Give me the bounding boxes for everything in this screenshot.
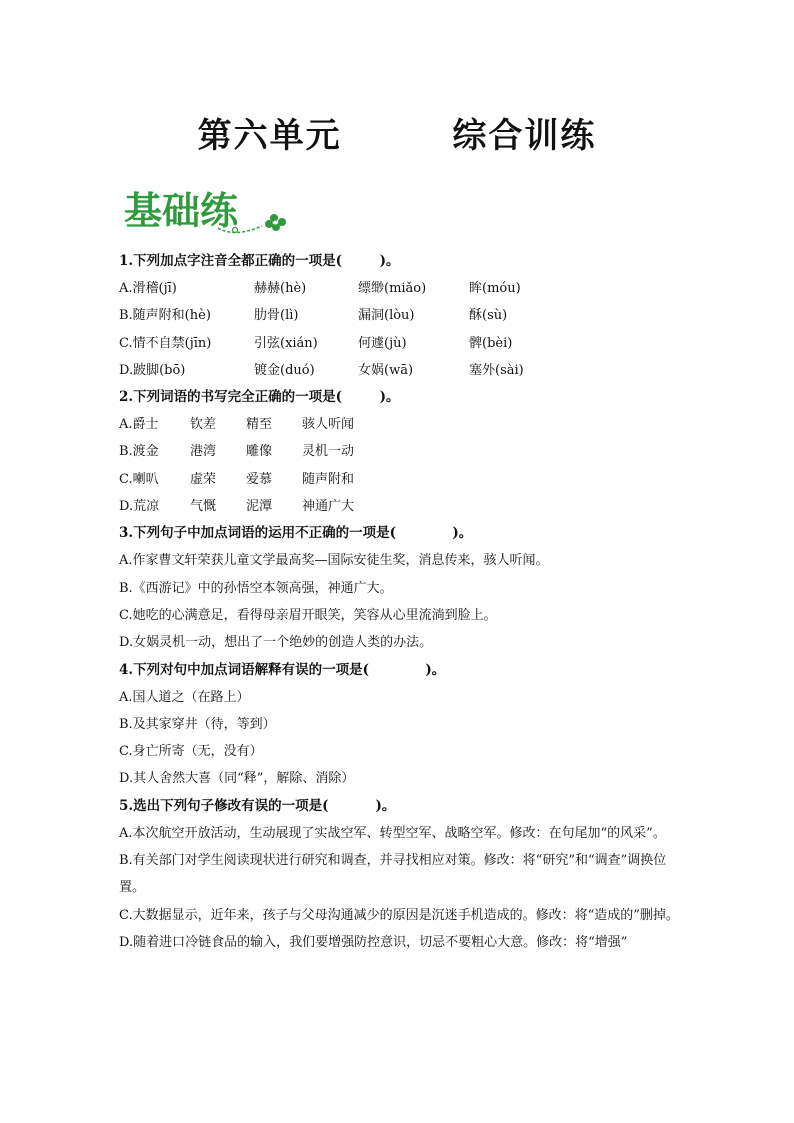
question-5-option-d: D.随着进口冷链食品的输入，我们要增强防控意识，切忌不要粗心大意。修改：将“增强” [119, 934, 628, 950]
question-5-option-c: C.大数据显示，近年来，孩子与父母沟通减少的原因是沉迷手机造成的。修改：将“造成的”删掉。 [119, 907, 679, 923]
pinyin-item: 酥(sù) [469, 308, 508, 324]
question-4-option-d: D.其人舍然大喜（同“释”，解除、消除） [119, 771, 355, 787]
question-4-option-c: C.身亡所寄（无，没有） [119, 744, 263, 760]
word-item: 气慨 [190, 499, 217, 515]
word-item: 雕像 [246, 444, 273, 460]
pinyin-item: 缥缈(miǎo) [358, 281, 427, 296]
word-item: A.爵士 [119, 417, 159, 433]
question-1-option-a [119, 275, 679, 302]
question-5-option-b: B.有关部门对学生阅读现状进行研究和调查，并寻找相应对策。修改：将“研究”和“调查”调换位置。 [119, 853, 667, 896]
word-item: 港湾 [190, 444, 217, 460]
question-2-option-d [119, 493, 679, 520]
question-3-option-a: A.作家曹文轩荣获儿童文学最高奖—国际安徒生奖，消息传来，骇人听闻。 [119, 553, 549, 569]
pinyin-item: A.滑稽(jī) [119, 281, 177, 296]
page-title: 第六单元 综合训练 [197, 116, 597, 156]
word-item: D.荒凉 [119, 499, 160, 515]
word-item: B.渡金 [119, 444, 159, 460]
pinyin-item: 镀金(duó) [254, 362, 315, 378]
question-2-option-a [119, 411, 679, 438]
exercise-content [119, 248, 679, 956]
pinyin-item: 何遽(jù) [358, 335, 407, 351]
pinyin-item: 女娲(wā) [358, 362, 414, 378]
section-logo [122, 186, 292, 238]
word-item: 骇人听闻 [302, 417, 355, 433]
word-item: C.喇叭 [119, 471, 159, 487]
pinyin-item: 引弦(xián) [254, 335, 318, 351]
pinyin-item: 赫赫(hè) [254, 281, 307, 296]
question-3-title: 3.下列句子中加点词语的运用不正确的一项是( )。 [119, 525, 473, 542]
question-5-option-a: A.本次航空开放活动，生动展现了实战空军、转型空军、战略空军。修改：在句尾加“的风采”。 [119, 825, 666, 841]
question-1-option-d [119, 357, 679, 384]
pinyin-item: 漏洞(lòu) [358, 308, 415, 324]
question-3-option-d: D.女娲灵机一动，想出了一个绝妙的创造人类的办法。 [119, 635, 433, 651]
pinyin-item: D.跛脚(bō) [119, 362, 186, 378]
question-4-title: 4.下列对句中加点词语解释有误的一项是( )。 [119, 661, 446, 678]
pinyin-item: 塞外(sài) [469, 362, 524, 378]
word-item: 泥潭 [246, 499, 273, 515]
question-2-option-c [119, 466, 679, 493]
question-4-option-b: B.及其家穿井（待，等到） [119, 716, 276, 732]
pinyin-item: B.随声附和(hè) [119, 308, 211, 324]
pinyin-item: 髀(bèi) [469, 335, 513, 351]
question-3-option-c: C.她吃的心满意足，看得母亲眉开眼笑，笑容从心里流淌到脸上。 [119, 607, 497, 623]
word-item: 虚荣 [190, 471, 217, 487]
question-2-option-b [119, 438, 679, 465]
question-4-option-a: A.国人道之（在路上） [119, 689, 250, 705]
question-2-title: 2.下列词语的书写完全正确的一项是( )。 [119, 389, 400, 406]
word-item: 神通广大 [302, 499, 355, 515]
pinyin-item: 肋骨(lì) [254, 308, 299, 324]
question-1-option-c [119, 330, 679, 357]
word-item: 钦差 [190, 417, 217, 433]
question-5-title: 5.选出下列句子修改有误的一项是( )。 [119, 797, 396, 814]
word-item: 随声附和 [302, 471, 355, 487]
word-item: 精至 [246, 417, 273, 433]
section-logo-text: 基础练 [124, 189, 239, 233]
question-3-option-b: B.《西游记》中的孙悟空本领高强，神通广大。 [119, 580, 393, 596]
pinyin-item: C.情不自禁(jīn) [119, 335, 212, 351]
question-1-option-b [119, 302, 679, 329]
clover-icon [265, 214, 286, 231]
question-1-title: 1.下列加点字注音全都正确的一项是( )。 [119, 253, 400, 269]
word-item: 灵机一动 [302, 444, 355, 460]
pinyin-item: 眸(móu) [469, 281, 521, 296]
word-item: 爱慕 [246, 471, 273, 487]
